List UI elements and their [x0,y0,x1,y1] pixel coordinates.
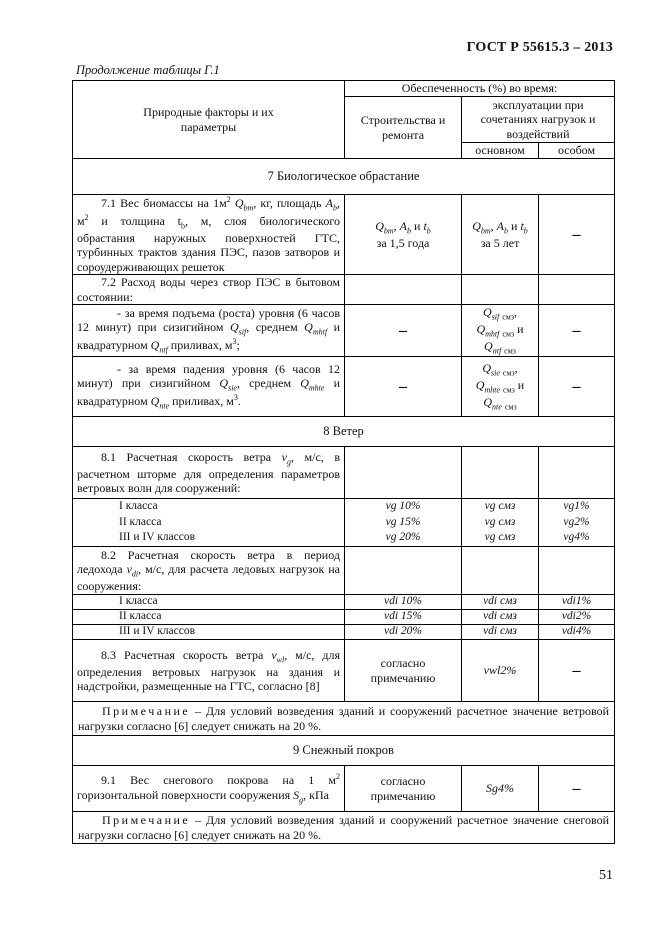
row-8-1-c3-3: vg4% [539,531,615,547]
section-9-note-label: Примечание [102,813,191,828]
head-special: особом [539,143,615,159]
row-8-2-text: 8.2 Расчетная скорость ветра в период ледохода $v_{di}$, м/с, для расчета ледовых нагрузок на сооружения: [73,547,345,595]
row-7-2a-basic: $Q_{sif}$ $_{смз}$, $Q_{mhtf}$ $_{смз}$ и $Q_{ntf}$ $_{смз}$ [462,305,539,357]
row-8-2-c2-3: vdi смз [462,625,539,640]
section-7-title: 7 Биологическое обрастание [73,159,615,195]
row-7-2b-construction: – [345,357,462,417]
section-8-title: 8 Ветер [73,417,615,447]
row-8-2-c3-3: vdi4% [539,625,615,640]
row-9-1-basic: Sg4% [462,766,539,812]
row-7-1-text: 7.1 Вес биомассы на $1м^2$ $Q_{bm}$, кг, площадь $A_b$, $м^2$ и толщина $t_b$, м, слоя биологического обрастания наружных поверхностей ГТС, турбинных трактов здания ПЭС, пазов затворов и сороудерживающих решеток [73,195,345,275]
table-g1 [72,80,615,844]
row-7-2b-basic: $Q_{sie}$ $_{смз}$, $Q_{mhte}$ $_{смз}$ и $Q_{nte}$ $_{смз}$ [462,357,539,417]
head-basic: основном [462,143,539,159]
head-provision: Обеспеченность (%) во время: [345,81,615,97]
row-8-2-class-2: II класса [119,610,162,623]
row-7-2b-text: - за время падения уровня (6 часов 12 минут) при сизигийном $Q_{sie}$, среднем $Q_{mhte}$ и квадратурном $Q_{nte}$ приливах, $м^3$. [73,357,345,417]
row-8-1-c2-3: vg смз [462,531,539,547]
row-8-3-special: – [539,640,615,702]
row-8-3-construction: согласно примечанию [345,640,462,702]
row-7-1-basic: $Q_{bm}$, $A_b$ и $t_b$ за 5 лет [462,195,539,275]
section-8-note-label: Примечание [102,704,191,719]
row-7-1 [73,195,615,275]
row-7-2a-special: – [539,305,615,357]
row-8-2-class-1: I класса [119,595,158,608]
row-8-2-c1-1: vdi 10% [345,595,462,610]
document-header: ГОСТ Р 55615.3 – 2013 [466,40,613,55]
row-8-1-c2-2: vg смз [462,515,539,531]
table-continuation-caption: Продолжение таблицы Г.1 [76,63,220,77]
row-8-1-class-3: III и IV классов [119,531,196,544]
row-8-1-text: 8.1 Расчетная скорость ветра $v_g$, м/с, в расчетном шторме для определения параметров ветровых волн для сооружений: [73,447,345,499]
row-7-1-special: – [539,195,615,275]
section-9-note-text: – Для условий возведения зданий и сооружений расчетное значение снеговой нагрузки согласно [6] следует снижать на 20 %. [78,813,610,842]
row-7-1-construction: $Q_{bm}$, $A_b$ и $t_b$ за 1,5 года [345,195,462,275]
row-8-2-c2-2: vdi смз [462,610,539,625]
section-8-note-text: – Для условий возведения зданий и сооружений расчетное значение ветровой нагрузки согласно [6] следует снижать на 20 %. [78,704,610,733]
row-8-2-c1-2: vdi 15% [345,610,462,625]
row-7-2a-text: - за время подъема (роста) уровня (6 часов 12 минут) при сизигийном $Q_{sif}$, среднем $Q_{mhtf}$ и квадратурном $Q_{ntf}$ приливах, $м^3$; [73,305,345,357]
head-factors: Природные факторы и их параметры [73,81,345,159]
head-construction: Строительства и ремонта [345,97,462,159]
row-8-1-c1-2: vg 15% [345,515,462,531]
row-8-2-class-3: III и IV классов [119,625,196,638]
row-8-3-basic: vwl2% [462,640,539,702]
row-8-3-text: 8.3 Расчетная скорость ветра $v_{wl}$, м/с, для определения ветровых нагрузок на здания и надстройки, размещенные на ГТС, согласно [8] [73,640,345,702]
row-7-2b-special: – [539,357,615,417]
row-9-1-text: 9.1 Вес снегового покрова на 1 $м^2$ горизонтальной поверхности сооружения $S_g$, кПа [73,766,345,812]
row-8-1-c3-1: vg1% [539,499,615,515]
page-number: 51 [599,868,613,883]
row-8-2-c3-1: vdi1% [539,595,615,610]
row-8-2-c2-1: vdi смз [462,595,539,610]
row-8-1-class-2: II класса [119,515,162,528]
row-9-1-construction: согласно примечанию [345,766,462,812]
row-8-1-class-1: I класса [119,499,158,512]
row-9-1-special: – [539,766,615,812]
row-8-1-c2-1: vg смз [462,499,539,515]
row-8-2-c3-2: vdi2% [539,610,615,625]
row-7-2a-construction: – [345,305,462,357]
row-8-1-c1-3: vg 20% [345,531,462,547]
section-9-title: 9 Снежный покров [73,736,615,766]
head-operation: эксплуатации при сочетаниях нагрузок и воздействий [462,97,615,143]
row-8-1-c1-1: vg 10% [345,499,462,515]
row-8-2-c1-3: vdi 20% [345,625,462,640]
section-8-note [73,702,615,736]
row-7-2-text: 7.2 Расход воды через створ ПЭС в бытовом состоянии: [73,275,345,305]
section-9-note [73,812,615,844]
row-8-1-c3-2: vg2% [539,515,615,531]
